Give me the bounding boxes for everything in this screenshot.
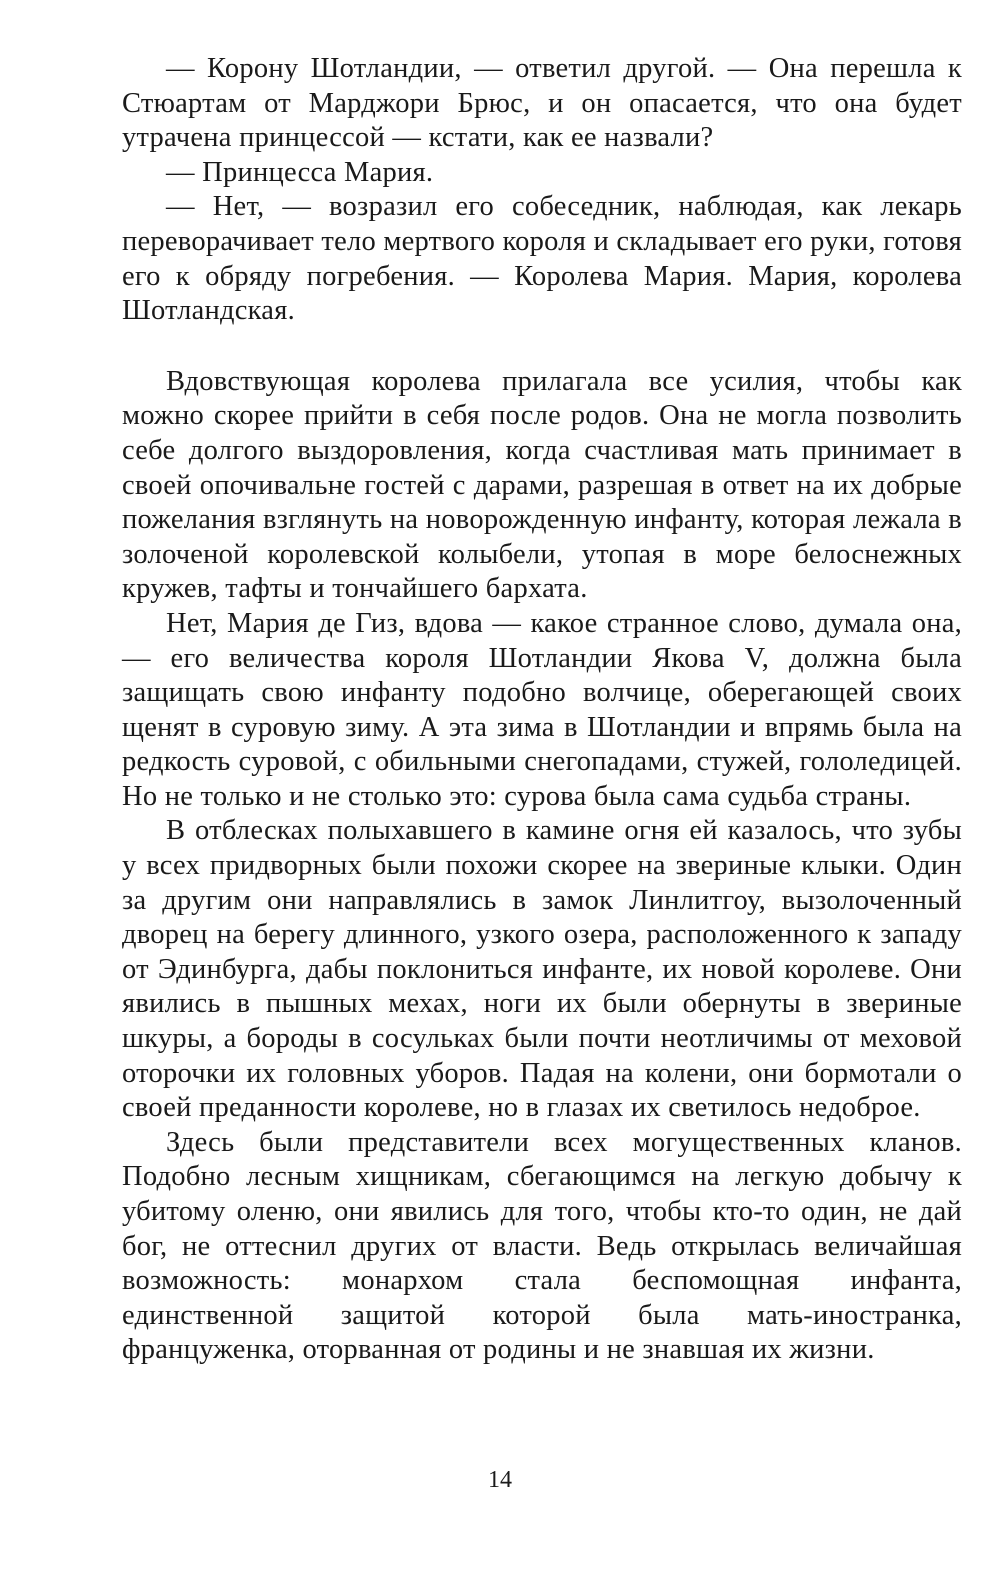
paragraph: Нет, Мария де Гиз, вдова — какое странное слово, думала она, — его величества короля Шотландии Якова V, должна была защищать свою инфанту подобно волчице, оберегающей своих щенят в суровую зиму. А эта зима в Шотландии и впрямь была на редкость суровой, с обильными снегопадами, стужей, гололедицей. Но не только и не столько это: сурова была сама судьба страны. [122, 607, 962, 812]
paragraph: Здесь были представители всех могущественных кланов. Подобно лесным хищникам, сбегающимся на легкую добычу к убитому оленю, они явились для того, чтобы кто-то один, не дай бог, не оттеснил других от власти. Ведь открылась величайшая возможность: монархом стала беспомощная инфанта, единственной защитой которой была мать-иностранка, француженка, оторванная от родины и не знавшая их жизни. [122, 1126, 962, 1366]
page-number: 14 [488, 1467, 512, 1493]
page-body [122, 52, 962, 1368]
dialogue-line: — Корону Шотландии, — ответил другой. — Она перешла к Стюартам от Марджори Брюс, и он опасается, что она будет утрачена принцессой — кстати, как ее назвали? [122, 53, 962, 154]
dialogue-line: — Нет, — возразил его собеседник, наблюдая, как лекарь переворачивает тело мертвого короля и складывает его руки, готовя его к обряду погребения. — Королева Мария. Мария, королева Шотландская. [122, 191, 962, 327]
dialogue-line: — Принцесса Мария. [166, 156, 434, 188]
paragraph: В отблесках полыхавшего в камине огня ей казалось, что зубы у всех придворных были похожи скорее на звериные клыки. Один за другим они направлялись в замок Линлитгоу, вызолоченный дворец на берегу длинного, узкого озера, расположенного к западу от Эдинбурга, дабы поклониться инфанте, их новой королеве. Они явились в пышных мехах, ноги их были обернуты в звериные шкуры, а бороды в сосульках были почти неотличимы от меховой оторочки их головных уборов. Падая на колени, они бормотали о своей преданности королеве, но в глазах их светилось недоброе. [122, 815, 962, 1124]
paragraph: Вдовствующая королева прилагала все усилия, чтобы как можно скорее прийти в себя после родов. Она не могла позволить себе долгого выздоровления, когда счастливая мать принимает в своей опочивальне гостей с дарами, разрешая в ответ на их добрые пожелания взглянуть на новорожденную инфанту, которая лежала в золоченой королевской колыбели, утопая в море белоснежных кружев, тафты и тончайшего бархата. [122, 365, 962, 605]
section-break [122, 329, 962, 365]
